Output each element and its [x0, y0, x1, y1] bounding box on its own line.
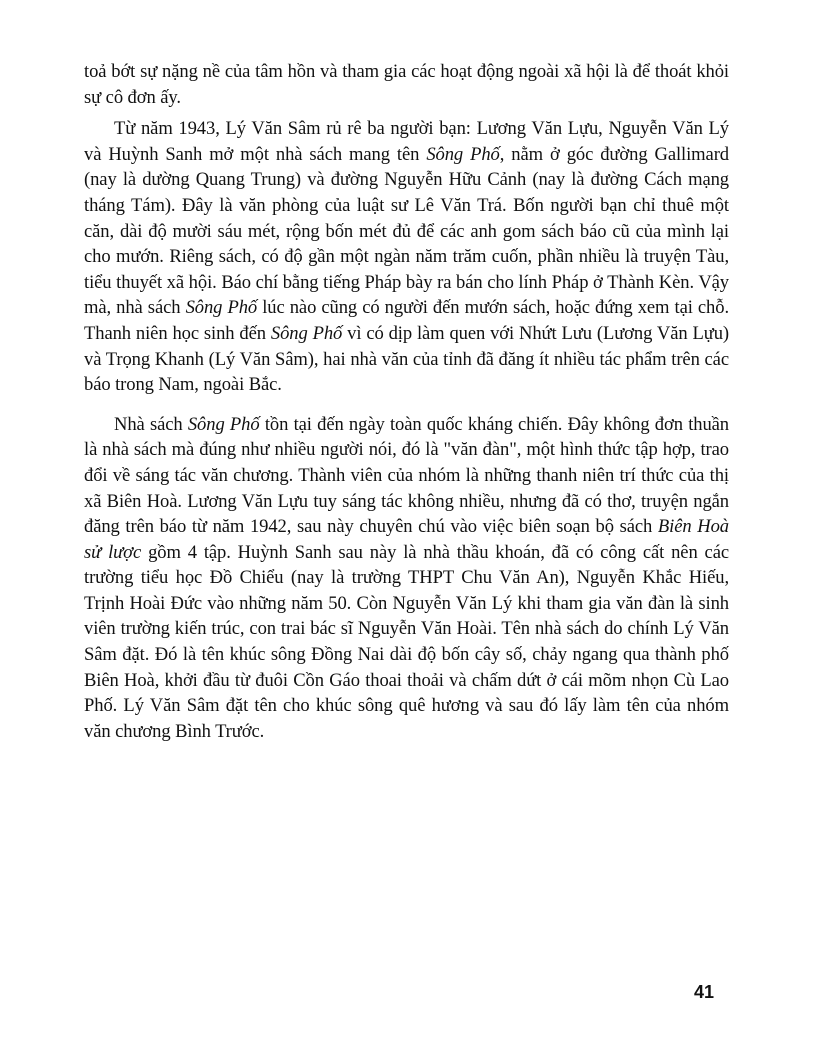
text-segment: Nhà sách	[114, 413, 188, 435]
paragraph-3	[84, 412, 729, 745]
paragraph-2	[84, 116, 729, 398]
text-segment: toả bớt sự nặng nề của tâm hồn và tham gia các hoạt động ngoài xã hội là để thoát khỏi sự cô đơn ấy.	[84, 61, 729, 108]
text-segment: gồm 4 tập. Huỳnh Sanh sau này là nhà thầu khoán, đã có công cất nên các trường tiểu học Đồ Chiểu (nay là trường THPT Chu Văn An), Nguyễn Khắc Hiếu, Trịnh Hoài Đức vào những năm 50. Còn Nguyễn Văn Lý khi tham gia văn đàn là sinh viên trường kiến trúc, con trai bác sĩ Nguyễn Văn Hoài. Tên nhà sách do chính Lý Văn Sâm đặt. Đó là tên khúc sông Đồng Nai dài độ bốn cây số, chảy ngang qua thành phố Biên Hoà, khởi đầu từ đuôi Cồn Gáo thoai thoải và chấm dứt ở cái mõm nhọn Cù Lao Phố. Lý Văn Sâm đặt tên cho khúc sông quê hương và sau đó lấy làm tên của nhóm văn chương Bình Trước.	[84, 541, 729, 742]
italic-title: Sông Phố	[426, 143, 500, 165]
text-segment: lúc nào cũng có người đến mướn sách, hoặc đứng xem tại chỗ. Thanh niên học sinh đến	[84, 297, 729, 344]
italic-title: Sông Phố	[270, 322, 343, 344]
page-body	[84, 59, 729, 744]
text-segment: Từ năm 1943, Lý Văn Sâm rủ rê ba người bạn: Lương Văn Lựu, Nguyễn Văn Lý và Huỳnh Sanh mở một nhà sách mang tên	[84, 118, 729, 165]
text-segment: tồn tại đến ngày toàn quốc kháng chiến. Đây không đơn thuần là nhà sách mà đúng như nhiều người nói, đó là "văn đàn", một hình thức tập hợp, trao đổi về sáng tác văn chương. Thành viên của nhóm là những thanh niên trí thức của thị xã Biên Hoà. Lương Văn Lựu tuy sáng tác không nhiều, nhưng đã có thơ, truyện ngắn đăng trên báo từ năm 1942, sau này chuyên chú vào việc biên soạn bộ sách	[84, 413, 730, 538]
paragraph-1	[84, 59, 729, 110]
italic-title: Sông Phố	[187, 413, 260, 435]
italic-title: Sông Phố	[185, 297, 258, 319]
text-segment: vì có dịp làm quen với Nhứt Lưu (Lương Văn Lựu) và Trọng Khanh (Lý Văn Sâm), hai nhà văn của tỉnh đã đăng ít nhiều tác phẩm trên các báo trong Nam, ngoài Bắc.	[84, 322, 729, 396]
text-segment: , nằm ở góc đường Gallimard (nay là dường Quang Trung) và đường Nguyễn Hữu Cảnh (nay là đường Cách mạng tháng Tám). Đây là văn phòng của luật sư Lê Văn Trá. Bốn người bạn chỉ thuê một căn, dài độ mười sáu mét, rộng bốn mét đủ để các anh gom sách báo cũ của mình lại cho mướn. Riêng sách, có độ gần một ngàn năm trăm cuốn, phần nhiều là truyện Tàu, tiểu thuyết xã hội. Báo chí bằng tiếng Pháp bày ra bán cho lính Pháp ở Thành Kèn. Vậy mà, nhà sách	[84, 143, 729, 319]
page-number: 41	[693, 982, 715, 1002]
italic-title: Biên Hoà sử lược	[84, 516, 729, 563]
